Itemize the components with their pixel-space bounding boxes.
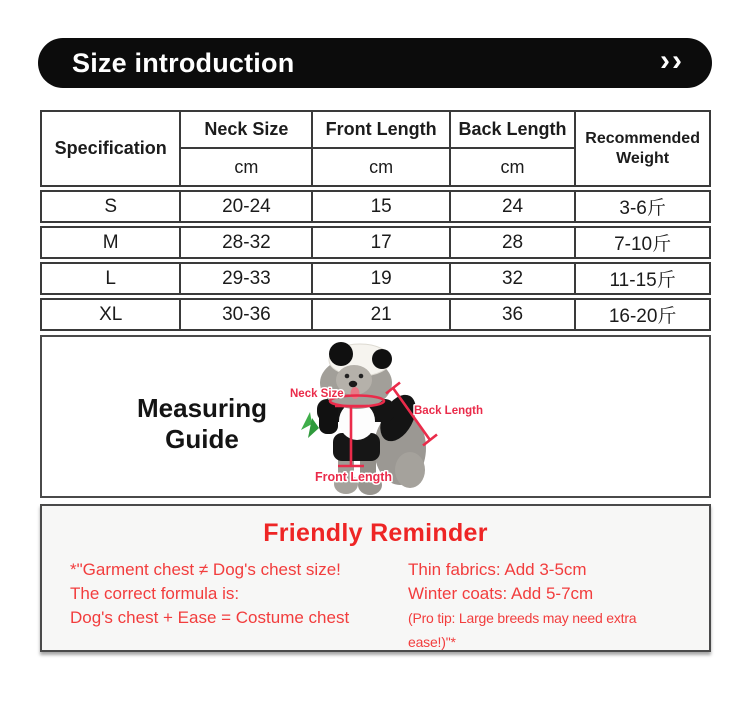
size-table xyxy=(40,110,711,652)
double-chevron-right-icon: ›› xyxy=(660,44,684,77)
unit-label-back: cm xyxy=(451,149,576,185)
cell-spec: XL xyxy=(42,300,181,329)
size-table-header xyxy=(40,110,711,187)
reminder-right-column xyxy=(408,558,685,654)
friendly-reminder-section xyxy=(40,504,711,652)
cell-back: 32 xyxy=(451,264,576,293)
reminder-line: Winter coats: Add 5-7cm xyxy=(408,584,594,603)
cell-front: 21 xyxy=(313,300,450,329)
pro-tip-line: (Pro tip: Large breeds may need extra ease!)"* xyxy=(408,610,637,650)
unit-label-front: cm xyxy=(313,149,450,185)
neck-size-annotation-label: Neck Size xyxy=(290,388,344,400)
reminder-line: *"Garment chest ≠ Dog's chest size! xyxy=(70,560,341,579)
reminder-line: The correct formula is: xyxy=(70,584,240,603)
cell-spec: M xyxy=(42,228,181,257)
col-header-back-length: Back Length xyxy=(451,112,576,149)
cell-neck: 30-36 xyxy=(181,300,313,329)
reminder-line: Thin fabrics: Add 3-5cm xyxy=(408,560,587,579)
friendly-reminder-title: Friendly Reminder xyxy=(263,519,488,547)
cell-spec: S xyxy=(42,192,181,221)
dog-panda-costume-image xyxy=(288,338,483,496)
reminder-line: Dog's chest + Ease = Costume chest xyxy=(70,608,350,627)
cell-weight: 11-15斤 xyxy=(609,270,676,291)
col-header-specification: Specification xyxy=(42,112,181,185)
cell-weight: 3-6斤 xyxy=(619,198,666,219)
table-row xyxy=(40,190,711,223)
col-header-front-length: Front Length xyxy=(313,112,450,149)
cell-front: 17 xyxy=(313,228,450,257)
measuring-guide-section xyxy=(40,335,711,498)
cell-spec: L xyxy=(42,264,181,293)
cell-weight: 16-20斤 xyxy=(608,306,677,327)
cell-front: 15 xyxy=(313,192,450,221)
col-header-recommended-weight: Recommended Weight xyxy=(585,129,700,167)
cell-weight: 7-10斤 xyxy=(614,234,672,255)
reminder-left-column xyxy=(70,558,408,654)
unit-label-neck: cm xyxy=(181,149,313,185)
cell-back: 28 xyxy=(451,228,576,257)
col-header-neck-size: Neck Size xyxy=(181,112,313,149)
back-length-annotation-label: Back Length xyxy=(414,405,483,417)
table-row xyxy=(40,298,711,331)
page-title: Size introduction xyxy=(72,47,295,78)
cell-neck: 20-24 xyxy=(181,192,313,221)
cell-neck: 28-32 xyxy=(181,228,313,257)
cell-front: 19 xyxy=(313,264,450,293)
front-length-annotation-label: Front Length xyxy=(315,470,393,484)
cell-neck: 29-33 xyxy=(181,264,313,293)
cell-back: 24 xyxy=(451,192,576,221)
cell-back: 36 xyxy=(451,300,576,329)
measuring-guide-title: Measuring Guide xyxy=(136,393,268,454)
table-row xyxy=(40,226,711,259)
table-row xyxy=(40,262,711,295)
section-header xyxy=(38,38,712,88)
